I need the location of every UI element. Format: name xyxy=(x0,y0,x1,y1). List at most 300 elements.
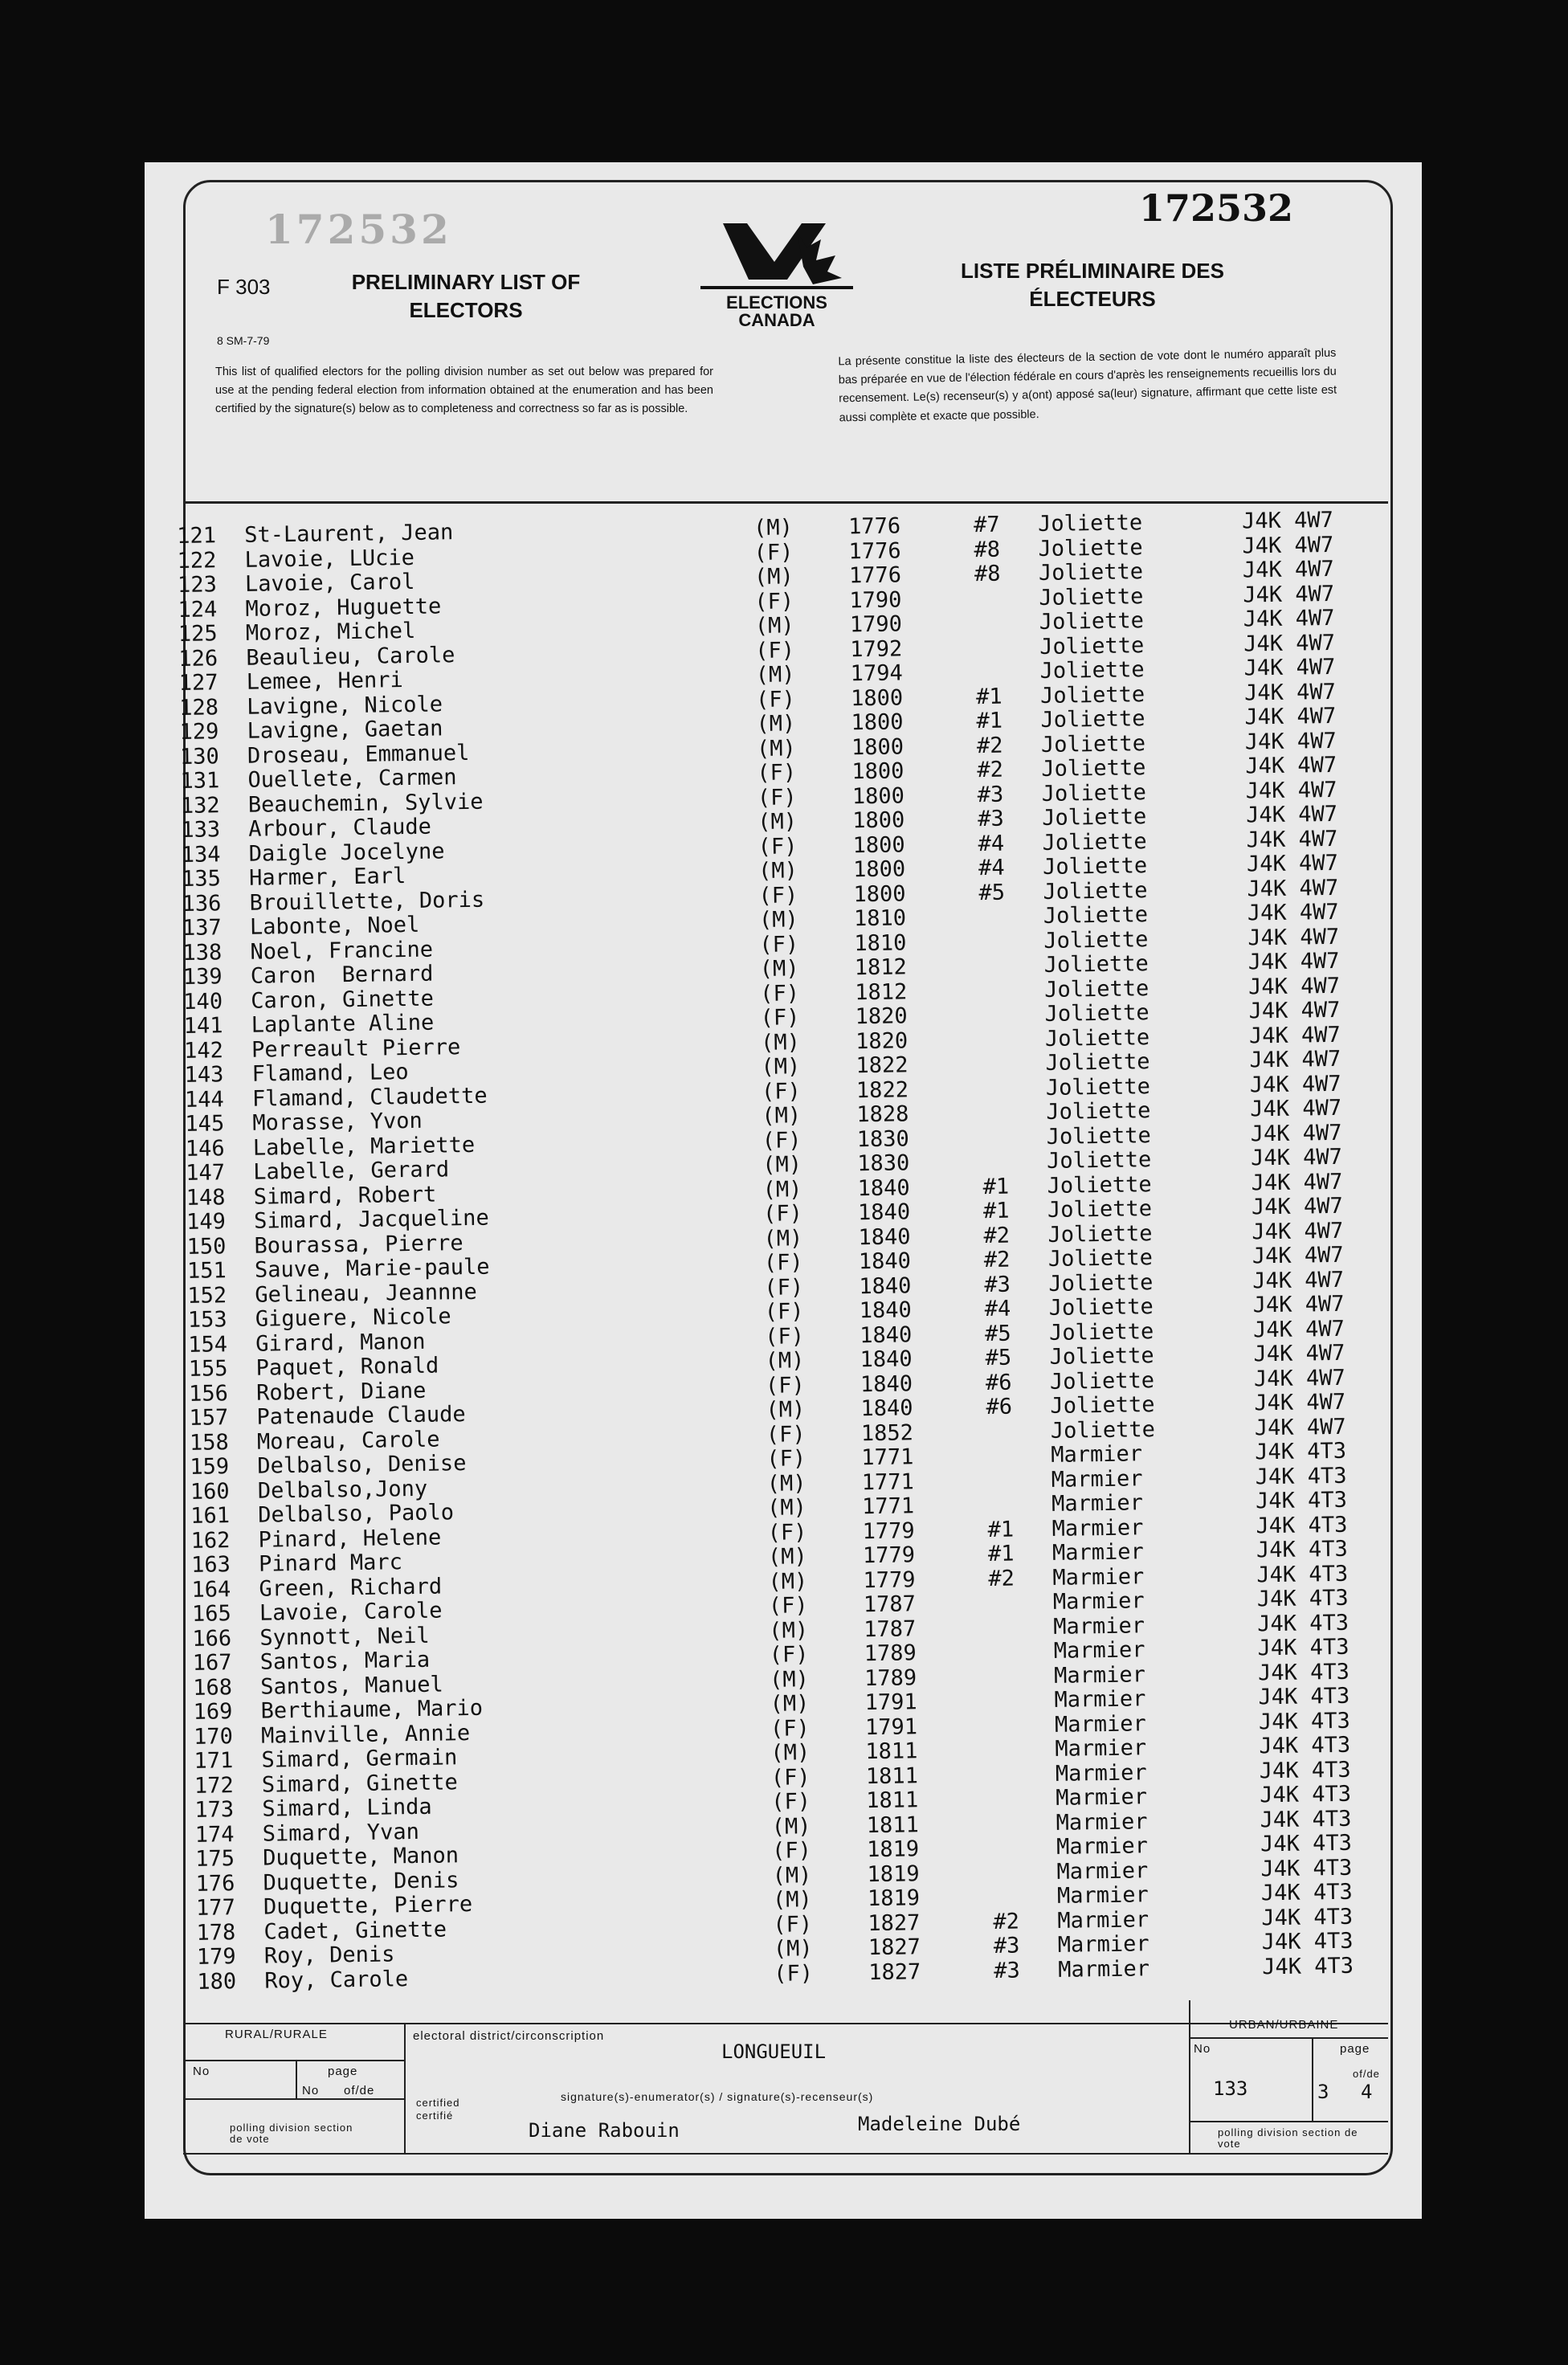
elector-address: 1811 xyxy=(866,1787,919,1814)
elector-sex: (M) xyxy=(760,1029,801,1056)
elector-postal-code: J4K 4T3 xyxy=(1257,1659,1350,1685)
elector-address: 1840 xyxy=(857,1199,911,1226)
title-english: PRELIMINARY LIST OF ELECTORS xyxy=(351,270,581,323)
paragraph-french: La présente constitue la liste des électeurs de la section de vote dont le numéro apparaît plus bas préparée en vue de l'élection fédérale en cours d'après les renseignements recueillis lors du recensement. Le(s) recenseur(s) y a(ont) apposé sa(leur) signature, affirmant que cette liste est aussi complète et exacte que possible. xyxy=(838,346,1337,424)
elector-sex: (M) xyxy=(757,858,798,884)
elector-number: 142 xyxy=(183,1037,224,1064)
elector-sex: (M) xyxy=(762,1152,802,1178)
elector-sex: (F) xyxy=(764,1274,804,1301)
elector-sex: (M) xyxy=(758,907,798,933)
elector-unit: #2 xyxy=(977,757,1004,783)
elector-address: 1800 xyxy=(851,758,904,785)
elector-address: 1827 xyxy=(868,1934,921,1961)
elector-address: 1792 xyxy=(850,635,903,662)
elector-name: Synnott, Neil xyxy=(259,1623,430,1651)
elector-postal-code: J4K 4T3 xyxy=(1261,1953,1354,1979)
elector-sex: (F) xyxy=(771,1838,812,1864)
elector-unit: #3 xyxy=(993,1933,1020,1959)
elector-number: 162 xyxy=(190,1527,231,1554)
elector-postal-code: J4K 4W7 xyxy=(1246,826,1338,852)
elector-number: 176 xyxy=(195,1870,235,1897)
rural-label: RURAL/RURALE xyxy=(225,2028,328,2041)
elector-name: Labelle, Gerard xyxy=(253,1157,450,1185)
elector-street: Joliette xyxy=(1047,1220,1153,1248)
elector-name: Lavigne, Gaetan xyxy=(247,716,443,744)
elector-postal-code: J4K 4T3 xyxy=(1257,1610,1350,1636)
elector-name: Simard, Yvan xyxy=(262,1819,420,1847)
footer-divider-urban xyxy=(1312,2037,1313,2121)
elector-postal-code: J4K 4W7 xyxy=(1250,1144,1343,1171)
elector-number: 172 xyxy=(194,1772,234,1799)
elector-postal-code: J4K 4W7 xyxy=(1254,1414,1346,1440)
elector-postal-code: J4K 4W7 xyxy=(1249,1071,1341,1097)
elector-name: Duquette, Denis xyxy=(263,1867,459,1896)
elector-number: 178 xyxy=(196,1919,236,1946)
elector-name: Noel, Francine xyxy=(250,937,434,965)
elector-number: 134 xyxy=(181,841,221,868)
elector-unit: #1 xyxy=(975,684,1002,709)
elector-number: 150 xyxy=(186,1233,227,1260)
elector-address: 1800 xyxy=(851,782,905,809)
elector-address: 1787 xyxy=(863,1591,917,1618)
elector-name: Pinard Marc xyxy=(258,1550,403,1577)
header-divider xyxy=(183,501,1388,504)
elector-postal-code: J4K 4W7 xyxy=(1252,1316,1345,1342)
elector-street: Marmier xyxy=(1054,1710,1146,1738)
elector-number: 129 xyxy=(179,719,219,745)
elector-sex: (F) xyxy=(758,882,798,909)
elector-name: Berthiaume, Mario xyxy=(260,1695,484,1724)
elector-number: 173 xyxy=(194,1797,235,1823)
elector-postal-code: J4K 4T3 xyxy=(1255,1487,1348,1514)
elector-name: Beauchemin, Sylvie xyxy=(247,789,484,818)
elector-postal-code: J4K 4T3 xyxy=(1261,1928,1354,1955)
elector-street: Marmier xyxy=(1057,1906,1149,1934)
polling-division-number: 133 xyxy=(1213,2077,1248,2100)
elector-unit: #1 xyxy=(982,1198,1010,1224)
elector-sex: (F) xyxy=(757,784,797,811)
elector-name: Girard, Manon xyxy=(255,1329,426,1357)
elector-address: 1779 xyxy=(863,1566,916,1593)
certified-label: certified certifié xyxy=(416,2097,460,2122)
elector-name: Santos, Maria xyxy=(259,1647,431,1675)
elector-sex: (F) xyxy=(761,1078,801,1105)
elector-postal-code: J4K 4T3 xyxy=(1256,1561,1349,1587)
elector-number: 168 xyxy=(193,1674,233,1701)
elector-address: 1828 xyxy=(856,1101,909,1128)
elector-address: 1779 xyxy=(862,1542,916,1569)
elector-address: 1812 xyxy=(855,978,908,1005)
urban-of-label: of/de xyxy=(1353,2068,1380,2080)
stamp-number: 172532 xyxy=(1139,186,1294,230)
elector-number: 132 xyxy=(180,792,220,819)
elector-sex: (F) xyxy=(762,1201,803,1227)
elector-address: 1822 xyxy=(855,1076,909,1103)
elector-street: Marmier xyxy=(1053,1637,1145,1664)
elector-sex: (M) xyxy=(761,1054,801,1080)
elector-sex: (M) xyxy=(769,1666,810,1693)
elector-unit: #1 xyxy=(976,708,1003,734)
elector-address: 1820 xyxy=(855,1027,909,1054)
elector-postal-code: J4K 4T3 xyxy=(1256,1536,1348,1563)
elector-number: 149 xyxy=(186,1209,227,1235)
elector-sex: (F) xyxy=(766,1446,806,1472)
elector-address: 1810 xyxy=(853,905,907,932)
elector-unit: #1 xyxy=(987,1517,1015,1542)
elector-address: 1800 xyxy=(851,709,904,736)
elector-postal-code: J4K 4W7 xyxy=(1253,1340,1345,1367)
elector-number: 171 xyxy=(194,1748,234,1774)
elector-address: 1811 xyxy=(865,1763,919,1789)
elector-postal-code: J4K 4T3 xyxy=(1258,1683,1350,1710)
elector-street: Marmier xyxy=(1056,1857,1149,1885)
elector-address: 1830 xyxy=(856,1125,910,1152)
elector-postal-code: J4K 4W7 xyxy=(1252,1291,1345,1318)
elector-sex: (F) xyxy=(773,1911,813,1938)
elector-sex: (M) xyxy=(763,1225,803,1252)
elector-name: Santos, Manuel xyxy=(260,1672,443,1700)
elector-street: Marmier xyxy=(1052,1588,1145,1615)
elector-postal-code: J4K 4T3 xyxy=(1260,1855,1353,1881)
elector-sex: (F) xyxy=(760,980,800,1007)
elector-address: 1800 xyxy=(850,684,904,711)
elector-street: Joliette xyxy=(1050,1416,1156,1444)
elector-name: Lavoie, Carole xyxy=(259,1598,443,1626)
elector-postal-code: J4K 4W7 xyxy=(1247,973,1341,999)
elector-postal-code: J4K 4T3 xyxy=(1255,1438,1347,1465)
elector-name: Delbalso, Denise xyxy=(257,1451,467,1479)
elector-address: 1794 xyxy=(850,660,903,687)
elector-number: 166 xyxy=(192,1625,232,1652)
footer-divider-rural xyxy=(296,2060,297,2098)
elector-number: 155 xyxy=(188,1356,228,1382)
elector-postal-code: J4K 4W7 xyxy=(1242,532,1334,558)
elector-name: Moroz, Huguette xyxy=(245,593,442,622)
elector-name: Moroz, Michel xyxy=(245,618,416,646)
district-value: LONGUEUIL xyxy=(721,2040,827,2063)
elector-address: 1819 xyxy=(866,1836,920,1863)
elector-sex: (F) xyxy=(764,1299,804,1325)
urban-page-label: page xyxy=(1340,2042,1370,2056)
elector-name: Morasse, Yvon xyxy=(252,1108,423,1136)
elector-name: Droseau, Emmanuel xyxy=(247,740,470,769)
elector-sex: (M) xyxy=(765,1348,805,1374)
elector-street: Marmier xyxy=(1053,1661,1146,1689)
elector-number: 159 xyxy=(190,1454,230,1480)
elector-name: Green, Richard xyxy=(259,1574,443,1602)
elector-sex: (F) xyxy=(765,1372,806,1399)
elector-street: Marmier xyxy=(1055,1735,1147,1762)
footer-divider-left xyxy=(404,2023,406,2153)
elector-street: Marmier xyxy=(1056,1833,1149,1860)
signature-enumerator-2: Madeleine Dubé xyxy=(858,2113,1021,2135)
elector-name: Cadet, Ginette xyxy=(263,1916,447,1945)
elector-postal-code: J4K 4W7 xyxy=(1250,1120,1342,1146)
elector-address: 1822 xyxy=(855,1052,909,1079)
elector-address: 1776 xyxy=(848,562,902,589)
elector-sex: (F) xyxy=(763,1250,803,1276)
elector-street: Joliette xyxy=(1041,755,1146,782)
elector-postal-code: J4K 4W7 xyxy=(1247,948,1340,975)
elector-sex: (F) xyxy=(771,1789,811,1815)
signature-label: signature(s)-enumerator(s) / signature(s)-recenseur(s) xyxy=(561,2090,874,2103)
elector-sex: (F) xyxy=(759,931,799,958)
footer-block xyxy=(183,2000,1388,2171)
elector-number: 164 xyxy=(191,1576,231,1603)
elector-sex: (M) xyxy=(769,1617,809,1644)
elector-address: 1827 xyxy=(868,1959,921,1985)
elector-postal-code: J4K 4T3 xyxy=(1257,1634,1350,1661)
elector-number: 139 xyxy=(182,964,223,990)
elector-address: 1840 xyxy=(860,1370,913,1397)
elector-unit: #2 xyxy=(988,1566,1015,1591)
elector-street: Joliette xyxy=(1043,902,1149,929)
elector-postal-code: J4K 4T3 xyxy=(1256,1512,1348,1538)
footer-rule-urban-top xyxy=(1189,2037,1388,2039)
elector-postal-code: J4K 4W7 xyxy=(1247,875,1339,901)
elector-postal-code: J4K 4W7 xyxy=(1244,728,1337,754)
elector-sex: (M) xyxy=(753,515,794,541)
elector-sex: (M) xyxy=(772,1862,812,1889)
elector-name: Caron, Ginette xyxy=(251,986,435,1014)
elector-street: Joliette xyxy=(1039,583,1144,611)
elector-street: Joliette xyxy=(1043,975,1149,1003)
elector-street: Joliette xyxy=(1044,1024,1150,1052)
elector-sex: (M) xyxy=(771,1813,811,1840)
elector-number: 145 xyxy=(185,1111,225,1137)
elector-street: Joliette xyxy=(1047,1196,1153,1223)
elector-sex: (M) xyxy=(768,1568,808,1595)
elector-sex: (M) xyxy=(772,1887,812,1913)
rural-no-label-2: No xyxy=(302,2084,320,2097)
elector-name: Duquette, Pierre xyxy=(263,1892,473,1920)
elector-number: 161 xyxy=(190,1503,231,1529)
elector-postal-code: J4K 4T3 xyxy=(1260,1781,1352,1808)
elector-sex: (F) xyxy=(755,637,795,664)
elector-street: Joliette xyxy=(1048,1269,1154,1297)
elector-address: 1827 xyxy=(868,1910,921,1936)
elector-street: Joliette xyxy=(1042,828,1147,856)
elector-number: 174 xyxy=(194,1821,235,1848)
page-total: 4 xyxy=(1361,2081,1373,2103)
elector-postal-code: J4K 4W7 xyxy=(1243,630,1336,656)
elector-unit: #2 xyxy=(976,733,1003,758)
elector-address: 1776 xyxy=(847,513,901,540)
elector-address: 1771 xyxy=(861,1444,914,1471)
elector-name: Caron Bernard xyxy=(250,961,434,989)
elector-street: Joliette xyxy=(1050,1392,1155,1419)
elector-number: 125 xyxy=(178,621,218,647)
elector-street: Joliette xyxy=(1048,1318,1154,1346)
elector-address: 1840 xyxy=(859,1321,913,1348)
elector-name: Flamand, Leo xyxy=(251,1060,409,1087)
elector-number: 143 xyxy=(184,1062,224,1088)
elector-address: 1840 xyxy=(858,1223,911,1250)
elector-sex: (F) xyxy=(769,1642,809,1668)
elector-name: Sauve, Marie-paule xyxy=(254,1254,490,1283)
elector-name: Roy, Carole xyxy=(264,1966,409,1994)
footer-rule-rural-2 xyxy=(183,2098,404,2100)
elector-number: 121 xyxy=(177,523,217,549)
elector-street: Joliette xyxy=(1037,510,1143,537)
elector-unit: #6 xyxy=(985,1370,1012,1395)
elector-postal-code: J4K 4T3 xyxy=(1259,1732,1351,1759)
elector-address: 1790 xyxy=(849,611,903,638)
elector-address: 1811 xyxy=(865,1738,918,1765)
elector-number: 158 xyxy=(189,1429,229,1456)
elector-postal-code: J4K 4T3 xyxy=(1256,1585,1349,1612)
elector-sex: (F) xyxy=(770,1715,811,1742)
elector-unit: #2 xyxy=(993,1909,1020,1934)
elector-unit: #5 xyxy=(978,880,1006,905)
elector-address: 1812 xyxy=(854,954,908,981)
elector-street: Joliette xyxy=(1047,1245,1154,1272)
elector-postal-code: J4K 4W7 xyxy=(1248,997,1341,1024)
elector-postal-code: J4K 4W7 xyxy=(1253,1365,1345,1391)
elector-number: 138 xyxy=(182,939,223,966)
elector-street: Joliette xyxy=(1041,779,1147,807)
elector-street: Joliette xyxy=(1043,951,1149,978)
elector-sex: (M) xyxy=(759,956,799,982)
elector-unit: #2 xyxy=(983,1223,1011,1248)
elector-name: Mainville, Annie xyxy=(260,1720,471,1749)
elector-street: Marmier xyxy=(1051,1490,1144,1517)
elector-number: 179 xyxy=(196,1944,236,1970)
elector-unit: #5 xyxy=(984,1321,1011,1346)
elector-street: Joliette xyxy=(1038,559,1144,586)
elector-postal-code: J4K 4T3 xyxy=(1261,1904,1354,1930)
elector-sex: (M) xyxy=(756,735,796,762)
rural-no-label: No xyxy=(193,2065,210,2078)
elector-number: 140 xyxy=(183,988,223,1015)
elector-unit: #7 xyxy=(973,512,1000,538)
elector-unit: #8 xyxy=(974,561,1001,587)
elector-number: 124 xyxy=(178,596,218,623)
elector-number: 160 xyxy=(190,1478,230,1505)
elector-name: Flamand, Claudette xyxy=(251,1083,488,1112)
elector-postal-code: J4K 4W7 xyxy=(1244,703,1337,730)
title-french: LISTE PRÉLIMINAIRE DES ÉLECTEURS xyxy=(961,259,1224,312)
elector-number: 133 xyxy=(181,817,221,843)
elector-street: Joliette xyxy=(1046,1147,1152,1174)
elector-address: 1771 xyxy=(861,1493,915,1520)
elector-unit: #1 xyxy=(982,1174,1010,1199)
elector-address: 1811 xyxy=(866,1812,919,1838)
elector-street: Marmier xyxy=(1051,1539,1144,1566)
elector-name: Simard, Ginette xyxy=(261,1769,458,1798)
elector-postal-code: J4K 4W7 xyxy=(1251,1169,1343,1195)
elector-name: Lemee, Henri xyxy=(246,668,404,695)
elector-sex: (F) xyxy=(753,539,794,566)
elector-name: Laplante Aline xyxy=(251,1010,435,1038)
elector-postal-code: J4K 4W7 xyxy=(1249,1046,1341,1073)
elector-address: 1800 xyxy=(852,807,905,834)
footer-rule-top xyxy=(183,2023,1388,2024)
elector-sex: (M) xyxy=(753,564,794,590)
logo-wordmark: ELECTIONS CANADA xyxy=(726,292,827,330)
elector-sex: (F) xyxy=(755,686,796,713)
elector-sex: (F) xyxy=(768,1593,808,1619)
elector-name: Simard, Jacqueline xyxy=(253,1205,489,1234)
urban-label: URBAN/URBAINE xyxy=(1229,2018,1339,2032)
elector-number: 128 xyxy=(178,694,219,721)
elector-address: 1787 xyxy=(864,1615,917,1642)
elector-sex: (M) xyxy=(762,1176,802,1203)
elector-number: 148 xyxy=(186,1184,226,1211)
elector-number: 177 xyxy=(195,1895,236,1921)
elector-name: Daigle Jocelyne xyxy=(248,838,445,867)
elector-sex: (F) xyxy=(762,1127,802,1154)
elector-address: 1800 xyxy=(852,856,906,883)
elector-street: Joliette xyxy=(1043,926,1149,954)
elector-street: Joliette xyxy=(1039,608,1145,635)
elector-sex: (F) xyxy=(757,833,798,860)
elector-name: Bourassa, Pierre xyxy=(254,1230,463,1259)
elector-number: 180 xyxy=(197,1968,237,1995)
elector-name: Pinard, Helene xyxy=(258,1525,442,1553)
footer-rule-rural xyxy=(183,2060,404,2061)
elector-name: Robert, Diane xyxy=(255,1378,427,1406)
elector-postal-code: J4K 4W7 xyxy=(1250,1095,1342,1122)
elector-postal-code: J4K 4W7 xyxy=(1243,605,1335,632)
elector-unit: #3 xyxy=(977,782,1004,807)
elector-street: Marmier xyxy=(1052,1563,1145,1591)
elector-address: 1840 xyxy=(857,1174,910,1201)
elector-name: Giguere, Nicole xyxy=(255,1304,451,1332)
elector-address: 1819 xyxy=(867,1861,920,1887)
elector-number: 141 xyxy=(183,1013,223,1039)
elector-postal-code: J4K 4W7 xyxy=(1252,1218,1344,1244)
elector-sex: (M) xyxy=(773,1936,813,1962)
elector-number: 156 xyxy=(188,1380,229,1407)
elector-name: Lavoie, LUcie xyxy=(244,545,415,573)
elector-sex: (F) xyxy=(766,1421,806,1448)
elector-sex: (M) xyxy=(770,1740,811,1766)
elector-postal-code: J4K 4W7 xyxy=(1248,1022,1341,1048)
elector-postal-code: J4K 4W7 xyxy=(1243,581,1335,607)
elector-name: Roy, Denis xyxy=(263,1942,395,1969)
elector-unit: #3 xyxy=(978,806,1004,832)
elector-name: Lavoie, Carol xyxy=(244,569,415,597)
elector-postal-code: J4K 4T3 xyxy=(1259,1757,1351,1783)
elector-postal-code: J4K 4W7 xyxy=(1242,556,1334,583)
rural-polling-division-label: polling division section de vote xyxy=(230,2122,353,2146)
elector-sex: (F) xyxy=(770,1764,811,1791)
elector-street: Marmier xyxy=(1051,1514,1144,1542)
elector-number: 136 xyxy=(182,890,222,917)
elector-street: Joliette xyxy=(1049,1367,1155,1395)
elector-name: Moreau, Carole xyxy=(256,1427,440,1455)
rural-of-label: of/de xyxy=(344,2084,375,2097)
elector-sex: (F) xyxy=(757,760,797,786)
elector-name: Harmer, Earl xyxy=(248,864,406,891)
elector-name: Gelineau, Jeannne xyxy=(255,1279,477,1308)
elector-street: Marmier xyxy=(1057,1931,1149,1958)
elector-unit: #5 xyxy=(985,1345,1012,1371)
elector-postal-code: J4K 4W7 xyxy=(1241,507,1334,534)
elector-sex: (M) xyxy=(754,613,794,639)
elector-sex: (M) xyxy=(766,1495,807,1521)
elector-street: Joliette xyxy=(1042,804,1147,831)
elector-name: Lavigne, Nicole xyxy=(246,691,443,720)
elector-postal-code: J4K 4T3 xyxy=(1260,1806,1352,1832)
elector-sex: (M) xyxy=(757,809,798,835)
elector-address: 1820 xyxy=(855,1003,908,1030)
elector-street: Joliette xyxy=(1048,1294,1154,1321)
elector-address: 1776 xyxy=(848,537,901,564)
elector-name: Delbalso,Jony xyxy=(257,1476,428,1504)
elector-postal-code: J4K 4W7 xyxy=(1243,654,1336,681)
